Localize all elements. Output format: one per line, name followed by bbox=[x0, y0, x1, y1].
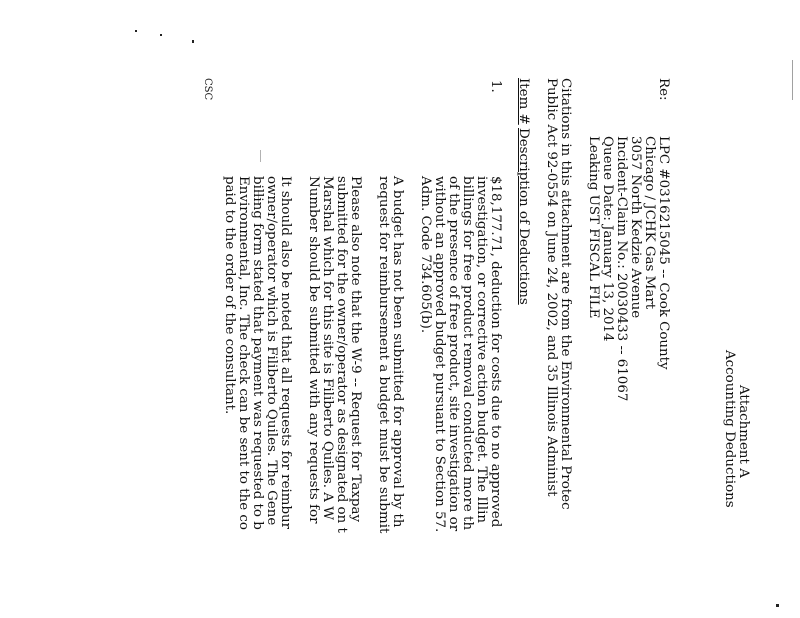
description-column-header: Description of Deductions bbox=[516, 128, 531, 305]
item1-p1-line: without an approved budget pursuant to Section 57. bbox=[432, 176, 447, 533]
initials: CSC bbox=[202, 78, 213, 101]
item1-p4-line: Environmental, Inc. The check can be sent to the co bbox=[236, 176, 251, 530]
item1-p2-line: request for reimbursement a budget must be submit bbox=[376, 176, 391, 534]
attachment-title: Attachment A bbox=[736, 385, 751, 478]
scan-speck bbox=[776, 604, 779, 607]
item1-p4-line: paid to the order of the consultant. bbox=[222, 176, 237, 415]
item1-p4-line: billing form stated that payment was requested to b bbox=[250, 176, 265, 530]
re-line-6: Leaking UST FISCAL FILE bbox=[586, 136, 601, 319]
re-label: Re: bbox=[656, 78, 671, 101]
item-column-header: Item # bbox=[516, 78, 531, 125]
scan-speck bbox=[192, 40, 194, 43]
item1-p1-line: Adm. Code 734.605(b). bbox=[418, 176, 433, 334]
citations-line-2: Public Act 92-0554 on June 24, 2002, and 35 Illinois Administ bbox=[544, 78, 559, 497]
item1-p1-line: billings for free product removal conducted more th bbox=[460, 176, 475, 531]
item1-p3-line: Please also note that the W-9 -- Request for Taxpay bbox=[348, 176, 363, 523]
attachment-subtitle: Accounting Deductions bbox=[722, 350, 737, 508]
scan-speck bbox=[160, 34, 162, 36]
re-line-5: Queue Date: January 13, 2014 bbox=[600, 136, 615, 342]
item1-p4-line: It should also be noted that all requests for reimbur bbox=[278, 176, 293, 530]
item1-p1-line: investigation, or corrective action budget. The Illin bbox=[474, 176, 489, 524]
item1-p3-line: submitted for the owner/operator as designated on t bbox=[334, 176, 349, 533]
item1-p3-line: Number should be submitted with any requests for bbox=[306, 176, 321, 524]
re-line-3: 3057 North Kedzie Avenue bbox=[628, 136, 643, 319]
rotated-document bbox=[10, 78, 751, 618]
re-line-4: Incident-Claim No.: 20030433 -- 61067 bbox=[614, 136, 629, 402]
citations-line-1: Citations in this attachment are from the Environmental Protec bbox=[558, 78, 573, 510]
re-line-2: Chicago / JCHK Gas Mart bbox=[642, 136, 657, 310]
page-edge-mark bbox=[792, 60, 793, 100]
item-number: 1. bbox=[488, 80, 503, 93]
item1-p4-line: owner/operator which is Filiberto Quiles. The Gene bbox=[264, 176, 279, 526]
re-line-1: LPC #0316215045 -- Cook County bbox=[656, 136, 671, 370]
item1-p1-line: of the presence of free product, site investigation or bbox=[446, 176, 461, 532]
item1-p1-line: $18,177.71, deduction for costs due to no approved bbox=[488, 176, 503, 528]
item1-p3-line: Marshal which for this site is Filiberto Quiles. A W bbox=[320, 176, 335, 520]
item1-p2-line: A budget has not been submitted for approval by th bbox=[390, 176, 405, 528]
scan-speck bbox=[135, 30, 137, 32]
